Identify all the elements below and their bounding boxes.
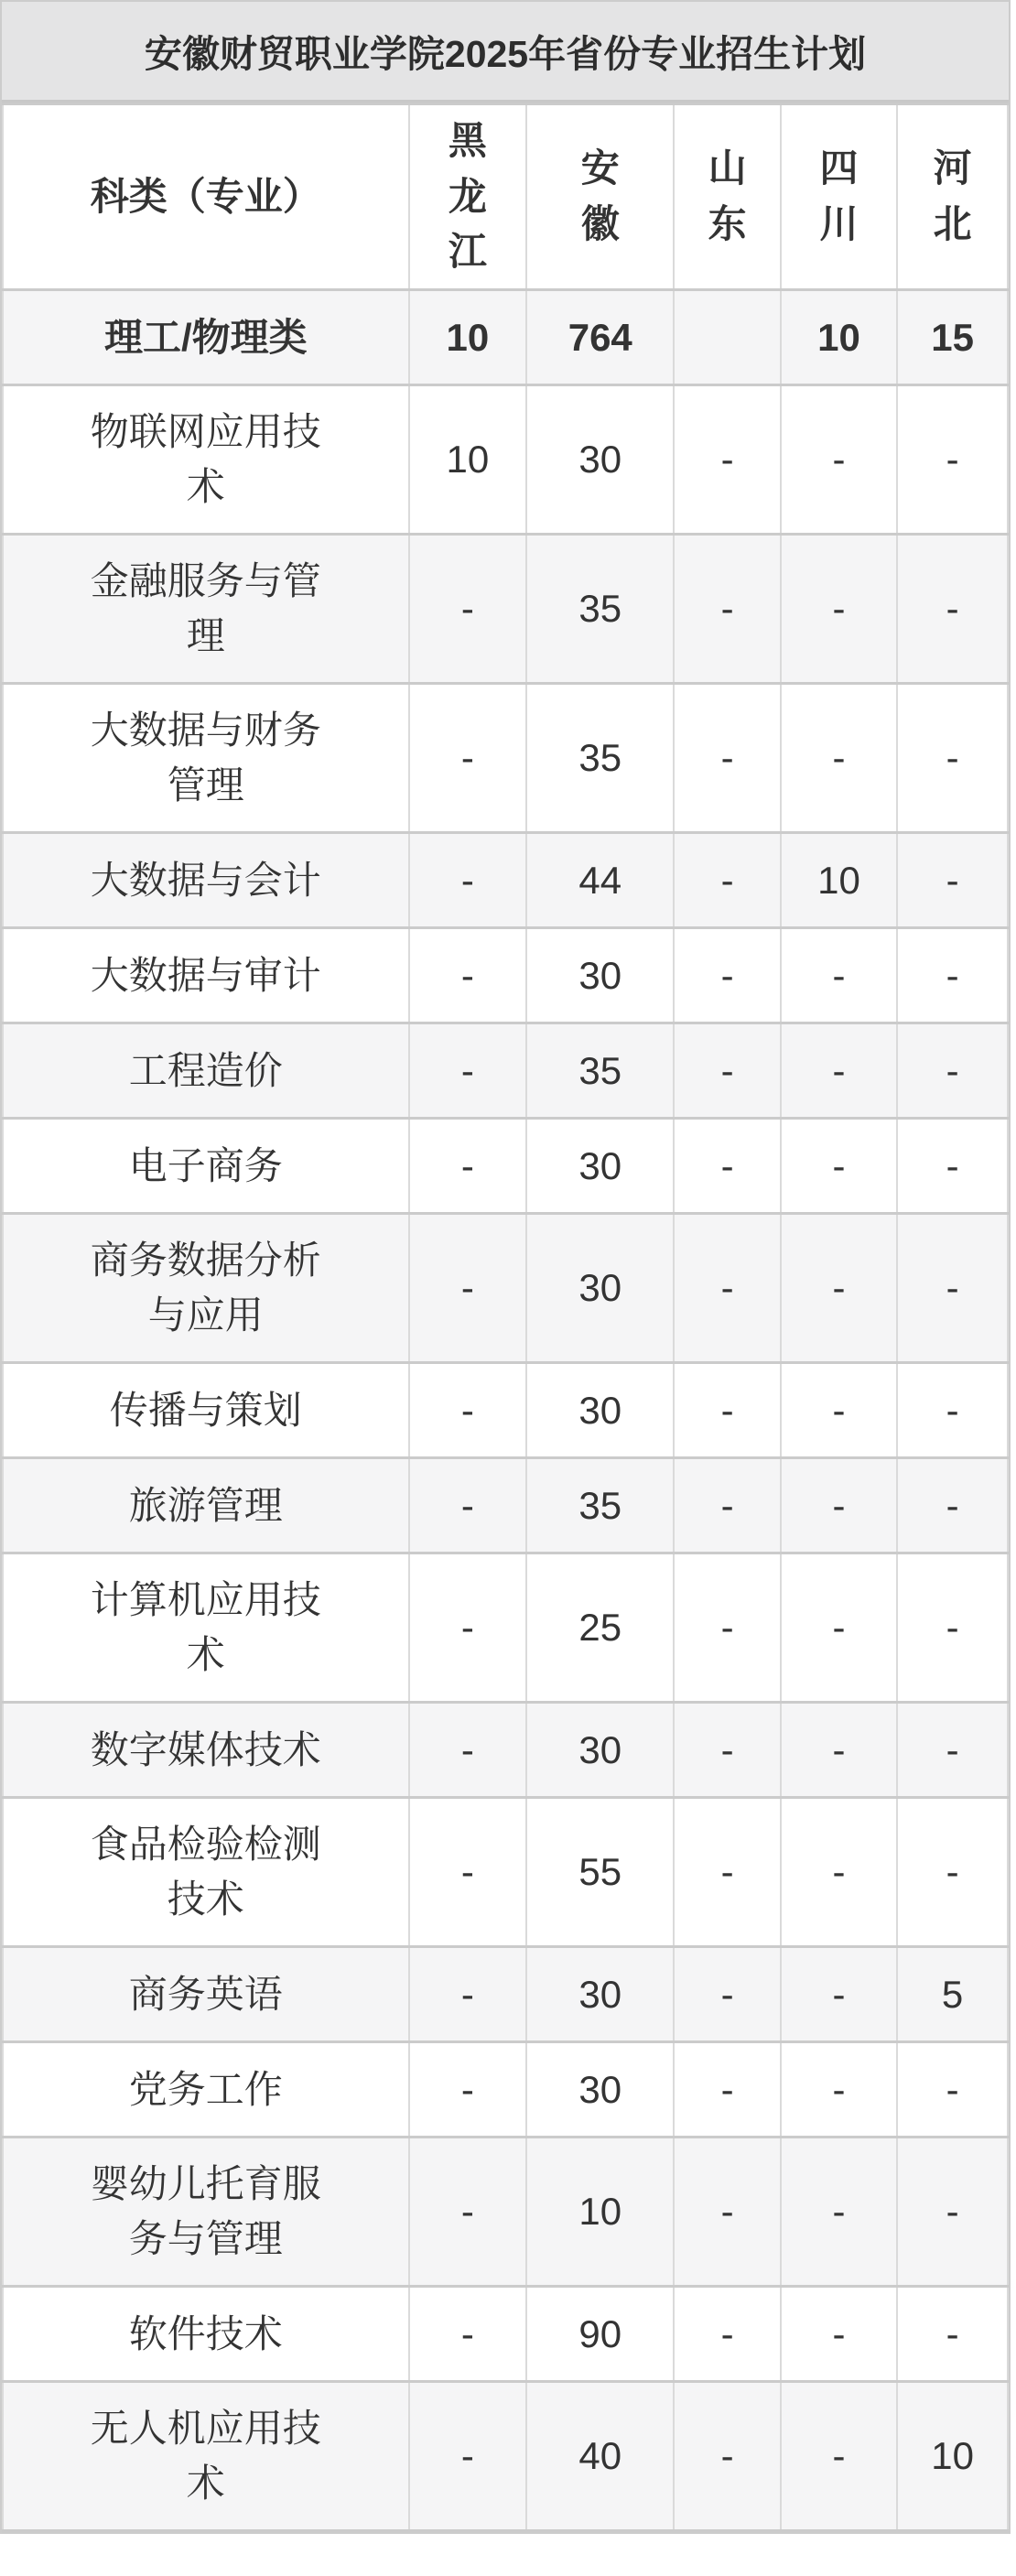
value-cell-shandong: - <box>674 1363 780 1458</box>
major-label: 金融服务与管理 <box>90 559 321 657</box>
major-label: 理工/物理类 <box>103 315 308 359</box>
value-cell-shandong <box>674 290 780 385</box>
major-label: 电子商务 <box>128 1143 283 1187</box>
value-cell-heilongjiang: - <box>409 1214 526 1363</box>
value-cell-anhui: 30 <box>526 1214 674 1363</box>
value-cell-anhui: 55 <box>526 1798 674 1947</box>
value-cell-shandong: - <box>674 1119 780 1214</box>
value-cell-hebei: - <box>897 1214 1008 1363</box>
value-cell-anhui: 90 <box>526 2287 674 2382</box>
column-header-heilongjiang-label: 黑龙江 <box>448 118 487 274</box>
table-row <box>3 2042 1008 2138</box>
value-cell-sichuan: - <box>781 1553 897 1703</box>
value-cell-shandong: - <box>674 2382 780 2531</box>
major-label-cell <box>3 1703 409 1798</box>
table-row <box>3 1119 1008 1214</box>
value-cell-heilongjiang: - <box>409 1119 526 1214</box>
value-cell-shandong: - <box>674 2042 780 2138</box>
value-cell-anhui: 35 <box>526 684 674 833</box>
value-cell-hebei: - <box>897 684 1008 833</box>
value-cell-heilongjiang: - <box>409 2042 526 2138</box>
value-cell-hebei: - <box>897 385 1008 535</box>
value-cell-anhui: 30 <box>526 2042 674 2138</box>
value-cell-sichuan: - <box>781 1214 897 1363</box>
value-cell-hebei: - <box>897 1023 1008 1119</box>
major-label-cell <box>3 290 409 385</box>
value-cell-hebei: 15 <box>897 290 1008 385</box>
value-cell-sichuan: - <box>781 2042 897 2138</box>
value-cell-heilongjiang: - <box>409 928 526 1023</box>
major-label-cell <box>3 2287 409 2382</box>
value-cell-sichuan: 10 <box>781 290 897 385</box>
value-cell-sichuan: - <box>781 1947 897 2042</box>
value-cell-shandong: - <box>674 1703 780 1798</box>
major-label-cell <box>3 833 409 928</box>
value-cell-anhui: 30 <box>526 1947 674 2042</box>
column-header-anhui <box>526 104 674 290</box>
value-cell-heilongjiang: - <box>409 1703 526 1798</box>
major-label: 工程造价 <box>128 1048 283 1092</box>
major-label-cell <box>3 928 409 1023</box>
major-label-cell <box>3 1947 409 2042</box>
table-row <box>3 1363 1008 1458</box>
table-row <box>3 1553 1008 1703</box>
value-cell-anhui: 30 <box>526 1363 674 1458</box>
major-label: 食品检验检测技术 <box>90 1823 321 1921</box>
major-label: 计算机应用技术 <box>90 1578 321 1676</box>
table-row <box>3 928 1008 1023</box>
major-label: 传播与策划 <box>109 1388 302 1432</box>
value-cell-sichuan: - <box>781 2382 897 2531</box>
table-row <box>3 1023 1008 1119</box>
value-cell-heilongjiang: - <box>409 535 526 684</box>
major-label-cell <box>3 535 409 684</box>
value-cell-heilongjiang: - <box>409 1363 526 1458</box>
value-cell-heilongjiang: - <box>409 1798 526 1947</box>
table-row <box>3 290 1008 385</box>
value-cell-sichuan: - <box>781 2287 897 2382</box>
table-row <box>3 684 1008 833</box>
value-cell-sichuan: - <box>781 535 897 684</box>
major-label-cell <box>3 1458 409 1553</box>
table-row <box>3 1947 1008 2042</box>
value-cell-hebei: - <box>897 1553 1008 1703</box>
value-cell-heilongjiang: - <box>409 1023 526 1119</box>
value-cell-shandong: - <box>674 1798 780 1947</box>
value-cell-heilongjiang: - <box>409 2287 526 2382</box>
major-label-cell <box>3 385 409 535</box>
major-label-cell <box>3 2138 409 2287</box>
admission-plan-table <box>2 103 1009 2532</box>
major-label: 商务英语 <box>128 1972 283 2016</box>
value-cell-hebei: - <box>897 833 1008 928</box>
value-cell-anhui: 25 <box>526 1553 674 1703</box>
value-cell-anhui: 30 <box>526 1703 674 1798</box>
major-label: 旅游管理 <box>128 1483 283 1527</box>
value-cell-shandong: - <box>674 1023 780 1119</box>
value-cell-hebei: - <box>897 535 1008 684</box>
value-cell-heilongjiang: - <box>409 2138 526 2287</box>
value-cell-heilongjiang: 10 <box>409 385 526 535</box>
value-cell-hebei: - <box>897 928 1008 1023</box>
value-cell-shandong: - <box>674 1947 780 2042</box>
column-header-shandong-label: 山东 <box>708 146 747 245</box>
value-cell-shandong: - <box>674 684 780 833</box>
major-label-cell <box>3 1023 409 1119</box>
table-row <box>3 1214 1008 1363</box>
value-cell-anhui: 30 <box>526 1119 674 1214</box>
major-label: 数字媒体技术 <box>90 1727 321 1771</box>
major-label-cell <box>3 1363 409 1458</box>
value-cell-shandong: - <box>674 1553 780 1703</box>
value-cell-shandong: - <box>674 535 780 684</box>
value-cell-anhui: 35 <box>526 535 674 684</box>
value-cell-shandong: - <box>674 1458 780 1553</box>
value-cell-anhui: 40 <box>526 2382 674 2531</box>
major-label: 党务工作 <box>128 2067 283 2111</box>
value-cell-sichuan: - <box>781 1119 897 1214</box>
header-row <box>3 104 1008 290</box>
value-cell-hebei: 5 <box>897 1947 1008 2042</box>
value-cell-anhui: 35 <box>526 1458 674 1553</box>
major-label-cell <box>3 1798 409 1947</box>
major-label-cell <box>3 2382 409 2531</box>
value-cell-heilongjiang: - <box>409 833 526 928</box>
value-cell-hebei: - <box>897 2042 1008 2138</box>
value-cell-heilongjiang: - <box>409 1947 526 2042</box>
table-row <box>3 833 1008 928</box>
column-header-sichuan-label: 四川 <box>819 146 859 245</box>
value-cell-shandong: - <box>674 385 780 535</box>
value-cell-sichuan: - <box>781 1363 897 1458</box>
value-cell-hebei: - <box>897 1703 1008 1798</box>
table-row <box>3 2138 1008 2287</box>
major-label: 无人机应用技术 <box>90 2407 321 2505</box>
value-cell-sichuan: - <box>781 1458 897 1553</box>
major-label-cell <box>3 684 409 833</box>
value-cell-shandong: - <box>674 928 780 1023</box>
value-cell-sichuan: - <box>781 928 897 1023</box>
value-cell-anhui: 30 <box>526 928 674 1023</box>
value-cell-hebei: - <box>897 2287 1008 2382</box>
major-label-cell <box>3 1119 409 1214</box>
value-cell-anhui: 44 <box>526 833 674 928</box>
value-cell-anhui: 764 <box>526 290 674 385</box>
major-label: 婴幼儿托育服务与管理 <box>90 2162 321 2260</box>
value-cell-hebei: - <box>897 1798 1008 1947</box>
table-row <box>3 2382 1008 2531</box>
value-cell-heilongjiang: - <box>409 2382 526 2531</box>
value-cell-hebei: - <box>897 2138 1008 2287</box>
value-cell-anhui: 30 <box>526 385 674 535</box>
value-cell-anhui: 10 <box>526 2138 674 2287</box>
value-cell-hebei: 10 <box>897 2382 1008 2531</box>
major-label-cell <box>3 2042 409 2138</box>
value-cell-shandong: - <box>674 833 780 928</box>
table-row <box>3 1703 1008 1798</box>
value-cell-anhui: 35 <box>526 1023 674 1119</box>
major-label: 大数据与审计 <box>90 953 321 997</box>
major-label: 大数据与财务管理 <box>90 709 321 806</box>
value-cell-sichuan: - <box>781 684 897 833</box>
column-header-category-label: 科类（专业） <box>90 175 321 219</box>
value-cell-shandong: - <box>674 2138 780 2287</box>
value-cell-sichuan: 10 <box>781 833 897 928</box>
table-row <box>3 385 1008 535</box>
value-cell-sichuan: - <box>781 2138 897 2287</box>
value-cell-shandong: - <box>674 1214 780 1363</box>
table-row <box>3 2287 1008 2382</box>
column-header-shandong <box>674 104 780 290</box>
column-header-hebei-label: 河北 <box>933 146 972 245</box>
table-title: 安徽财贸职业学院2025年省份专业招生计划 <box>2 2 1009 103</box>
value-cell-hebei: - <box>897 1458 1008 1553</box>
major-label: 大数据与会计 <box>90 858 321 902</box>
major-label-cell <box>3 1214 409 1363</box>
value-cell-heilongjiang: - <box>409 1458 526 1553</box>
value-cell-hebei: - <box>897 1119 1008 1214</box>
major-label: 商务数据分析与应用 <box>90 1239 321 1337</box>
value-cell-heilongjiang: - <box>409 684 526 833</box>
value-cell-heilongjiang: 10 <box>409 290 526 385</box>
value-cell-sichuan: - <box>781 1023 897 1119</box>
column-header-anhui-label: 安徽 <box>580 146 620 245</box>
column-header-category <box>3 104 409 290</box>
table-row <box>3 1798 1008 1947</box>
table-row <box>3 535 1008 684</box>
value-cell-sichuan: - <box>781 385 897 535</box>
value-cell-shandong: - <box>674 2287 780 2382</box>
major-label-cell <box>3 1553 409 1703</box>
column-header-hebei <box>897 104 1008 290</box>
value-cell-hebei: - <box>897 1363 1008 1458</box>
table-row <box>3 1458 1008 1553</box>
value-cell-sichuan: - <box>781 1798 897 1947</box>
column-header-heilongjiang <box>409 104 526 290</box>
major-label: 软件技术 <box>128 2311 283 2355</box>
value-cell-sichuan: - <box>781 1703 897 1798</box>
column-header-sichuan <box>781 104 897 290</box>
value-cell-heilongjiang: - <box>409 1553 526 1703</box>
major-label: 物联网应用技术 <box>90 410 321 508</box>
